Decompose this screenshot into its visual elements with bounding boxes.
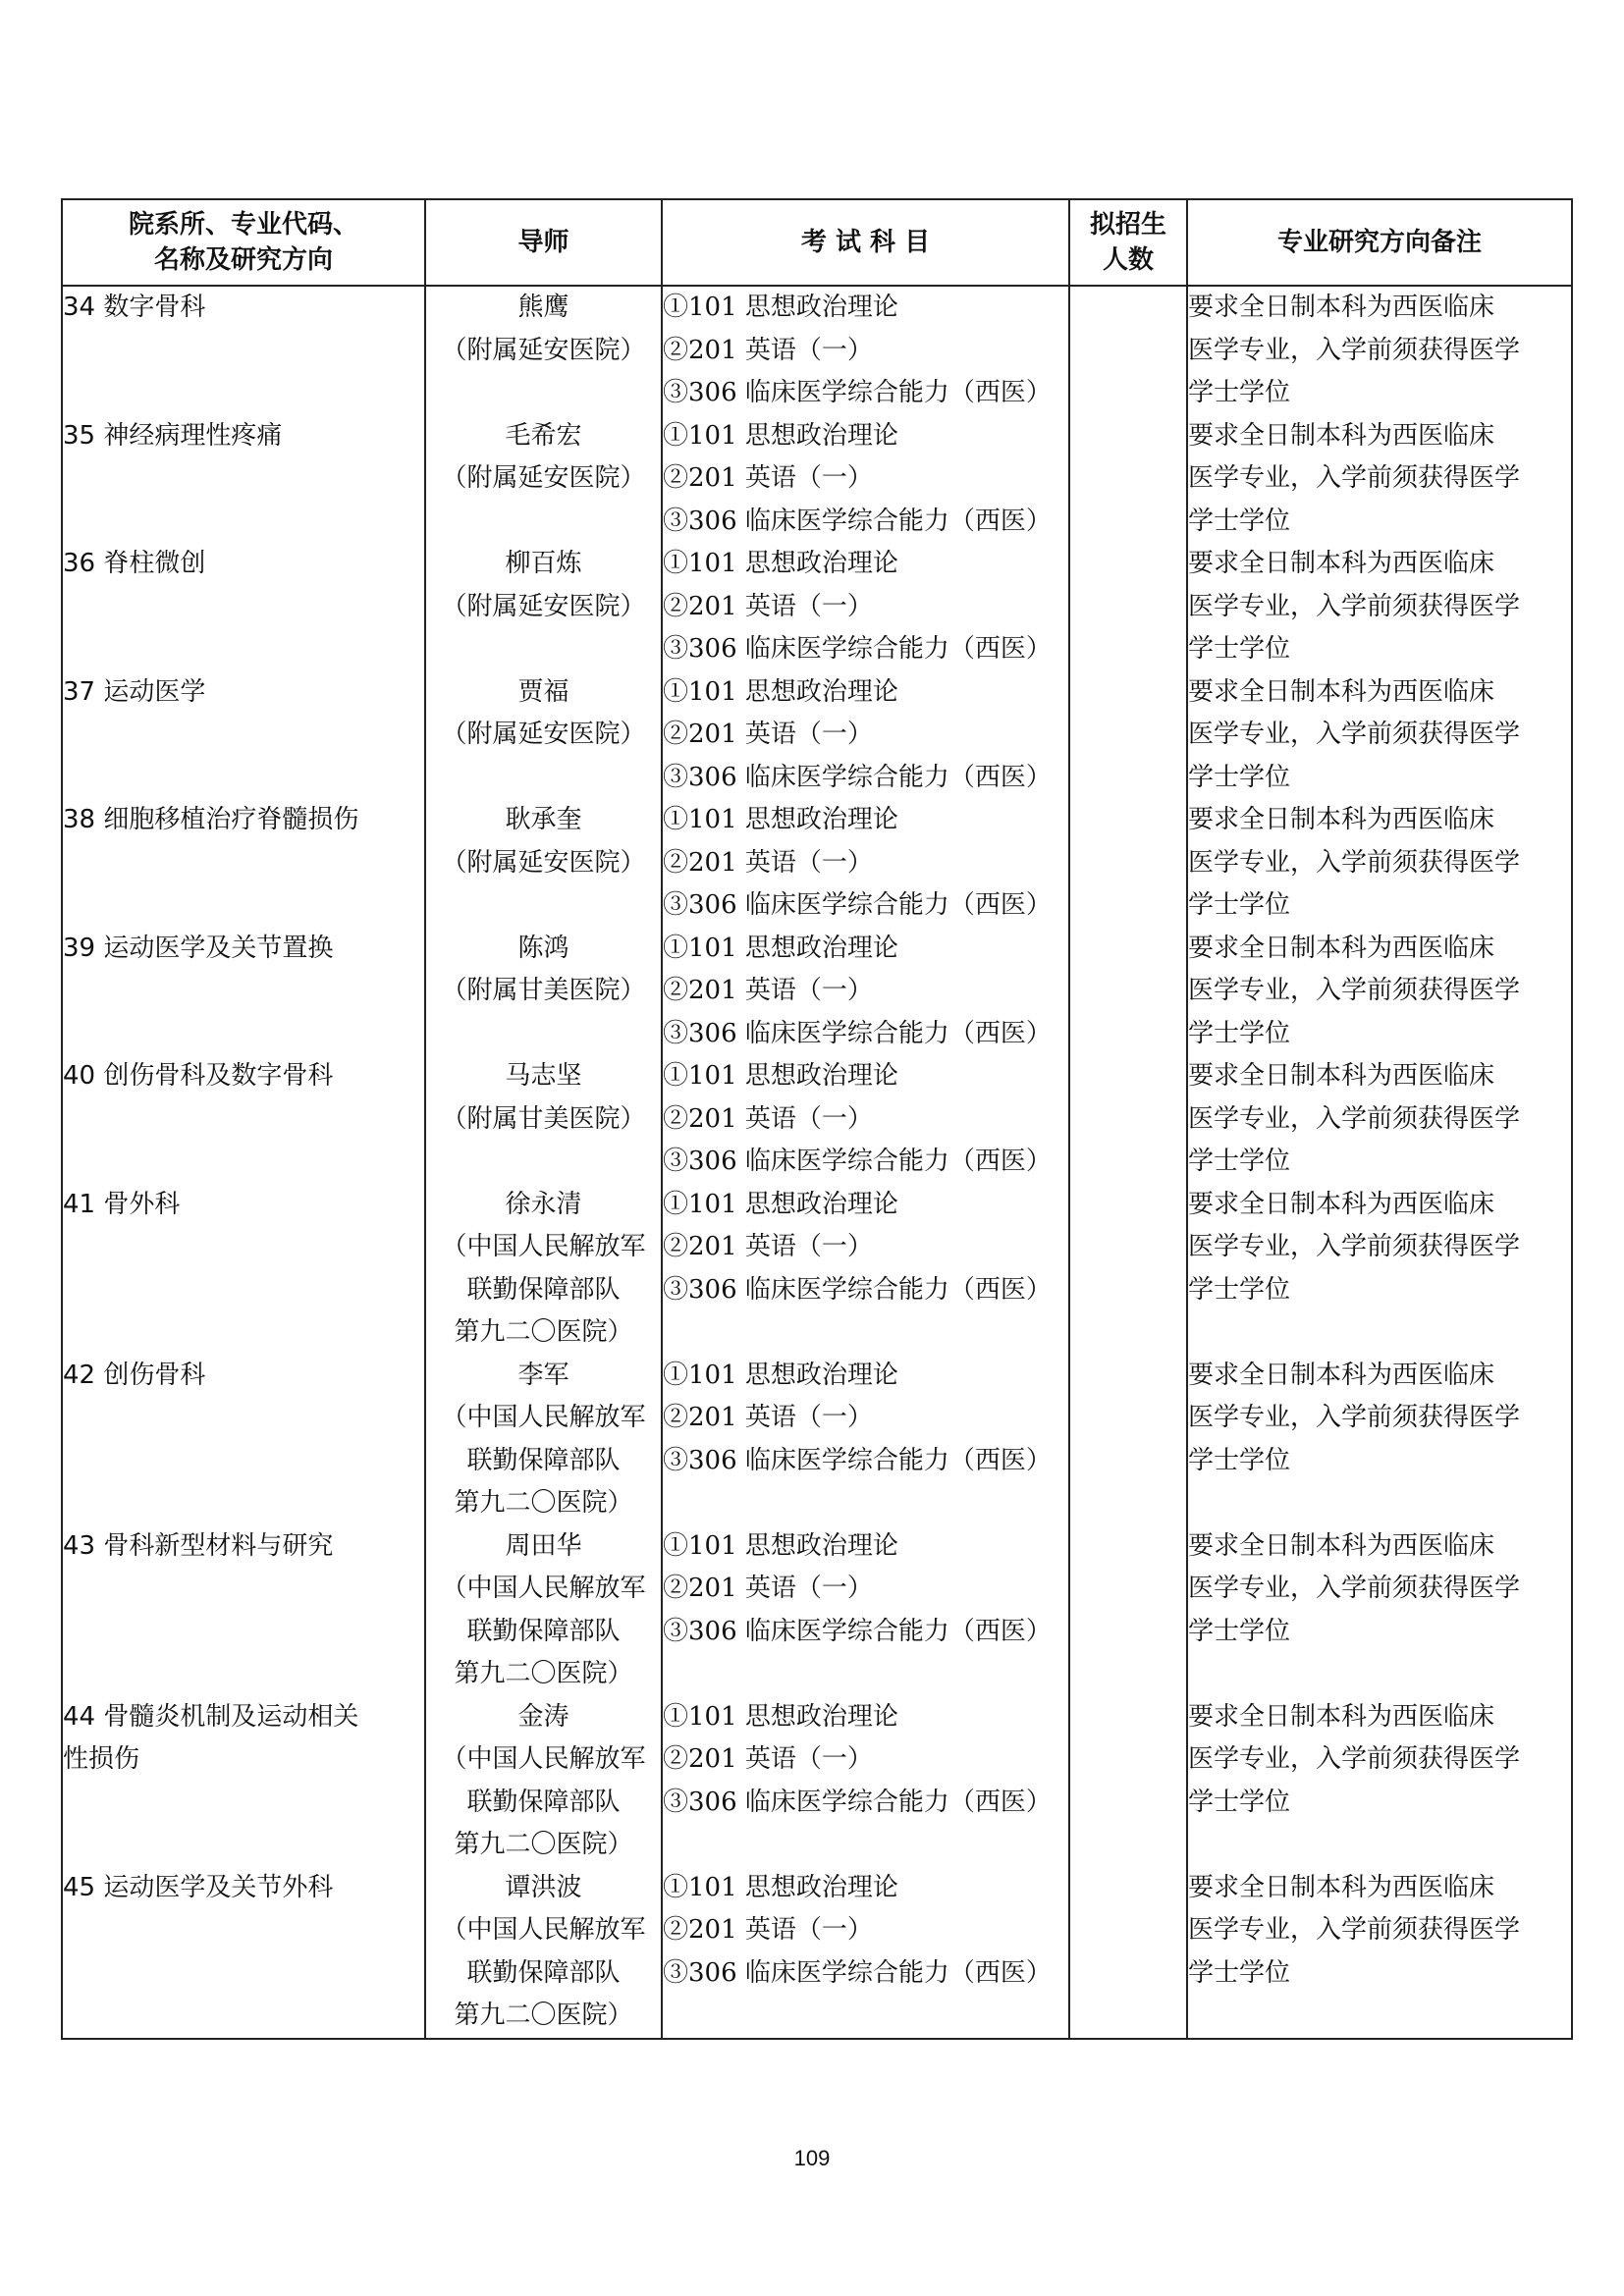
quota-cell (1069, 1525, 1187, 1696)
tutor-cell (425, 928, 662, 1056)
tutor-affiliation: （附属甘美医院） (441, 976, 646, 1005)
tutor-affiliation: （附属延安医院） (441, 335, 646, 365)
note-line: 要求全日制本科为西医临床 (1188, 293, 1495, 322)
tutor-affiliation: 联勤保障部队 (466, 1445, 621, 1475)
note-line: 医学专业，入学前须获得医学 (1188, 1574, 1521, 1603)
direction-cell (62, 928, 425, 1056)
direction-text: 骨科新型材料与研究 (103, 1530, 334, 1561)
table-row (62, 543, 1572, 671)
quota-cell (1069, 1355, 1187, 1525)
direction-line (63, 1184, 424, 1227)
direction-text: 性损伤 (63, 1744, 140, 1774)
tutor-affiliation: 第九二〇医院） (454, 1830, 633, 1859)
table-row (62, 928, 1572, 1056)
table-row (62, 415, 1572, 544)
direction-line (63, 928, 424, 971)
exam-subject: ②201 英语（一） (663, 720, 873, 749)
direction-cell (62, 286, 425, 415)
direction-number: 38 (63, 805, 96, 834)
tutor-cell (425, 799, 662, 928)
direction-text: 骨髓炎机制及运动相关 (103, 1701, 359, 1732)
direction-cell (62, 1867, 425, 2039)
exam-subject: ③306 临床医学综合能力（西医） (663, 1957, 1052, 1988)
exam-subject: ①101 思想政治理论 (663, 676, 898, 707)
tutor-affiliation: 联勤保障部队 (466, 1957, 621, 1988)
note-cell (1187, 543, 1572, 671)
tutor-affiliation: （附属延安医院） (441, 720, 646, 749)
header-quota-line: 人数 (1102, 245, 1154, 275)
tutor-affiliation: （中国人民解放军 (441, 1915, 646, 1945)
note-line: 要求全日制本科为西医临床 (1188, 805, 1495, 834)
exam-subject: ①101 思想政治理论 (663, 933, 898, 963)
tutor-affiliation: （中国人民解放军 (441, 1232, 646, 1261)
tutor-affiliation: 联勤保障部队 (466, 1274, 621, 1305)
exam-subject: ①101 思想政治理论 (663, 293, 898, 322)
header-tutor: 导师 (425, 199, 662, 286)
exam-subject: ③306 临床医学综合能力（西医） (663, 634, 1052, 664)
note-line: 医学专业，入学前须获得医学 (1188, 335, 1521, 365)
quota-cell (1069, 799, 1187, 928)
note-line: 要求全日制本科为西医临床 (1188, 1530, 1495, 1561)
tutor-name: 毛希宏 (505, 420, 582, 451)
exam-subject: ②201 英语（一） (663, 1915, 873, 1945)
quota-cell (1069, 415, 1187, 544)
direction-text: 运动医学及关节置换 (103, 933, 334, 963)
direction-cell (62, 1525, 425, 1696)
direction-number: 36 (63, 549, 96, 578)
note-line: 医学专业，入学前须获得医学 (1188, 847, 1521, 878)
exam-subject: ②201 英语（一） (663, 1403, 873, 1432)
note-line: 学士学位 (1188, 890, 1291, 920)
tutor-cell (425, 543, 662, 671)
direction-number: 42 (63, 1360, 96, 1390)
tutor-cell (425, 1696, 662, 1867)
exam-subject: ③306 临床医学综合能力（西医） (663, 506, 1052, 536)
direction-cell (62, 543, 425, 671)
exam-cell (662, 1355, 1069, 1525)
tutor-affiliation: 第九二〇医院） (454, 2001, 633, 2030)
exam-subject: ②201 英语（一） (663, 1232, 873, 1261)
note-cell (1187, 799, 1572, 928)
note-line: 要求全日制本科为西医临床 (1188, 1872, 1495, 1902)
tutor-name: 陈鸿 (517, 933, 569, 963)
note-cell (1187, 415, 1572, 544)
note-line: 学士学位 (1188, 506, 1291, 536)
direction-text: 运动医学及关节外科 (103, 1872, 334, 1902)
exam-subject: ③306 临床医学综合能力（西医） (663, 1147, 1052, 1176)
header-notes: 专业研究方向备注 (1187, 199, 1572, 286)
direction-number: 44 (63, 1701, 96, 1732)
note-cell (1187, 1355, 1572, 1525)
note-line: 学士学位 (1188, 1616, 1291, 1646)
quota-cell (1069, 1184, 1187, 1355)
note-cell (1187, 1867, 1572, 2039)
exam-subject: ③306 临床医学综合能力（西医） (663, 1274, 1052, 1305)
exam-cell (662, 1184, 1069, 1355)
note-cell (1187, 928, 1572, 1056)
exam-subject: ①101 思想政治理论 (663, 1360, 898, 1390)
direction-number: 37 (63, 676, 96, 707)
direction-number: 40 (63, 1061, 96, 1091)
tutor-affiliation: 联勤保障部队 (466, 1616, 621, 1646)
note-line: 医学专业，入学前须获得医学 (1188, 976, 1521, 1005)
direction-line (63, 1696, 424, 1739)
table-row (62, 1696, 1572, 1867)
tutor-name: 耿承奎 (505, 805, 582, 834)
note-line: 要求全日制本科为西医临床 (1188, 420, 1495, 451)
direction-line (63, 1738, 424, 1782)
note-cell (1187, 671, 1572, 800)
direction-cell (62, 1184, 425, 1355)
direction-text: 细胞移植治疗脊髓损伤 (103, 805, 359, 834)
tutor-cell (425, 1355, 662, 1525)
direction-line (63, 1355, 424, 1398)
note-line: 学士学位 (1188, 1147, 1291, 1176)
exam-subject: ③306 临床医学综合能力（西医） (663, 762, 1052, 792)
exam-subject: ②201 英语（一） (663, 1744, 873, 1774)
tutor-name: 金涛 (517, 1701, 569, 1732)
exam-subject: ①101 思想政治理论 (663, 549, 898, 578)
direction-cell (62, 799, 425, 928)
exam-subject: ①101 思想政治理论 (663, 420, 898, 451)
note-line: 医学专业，入学前须获得医学 (1188, 1232, 1521, 1261)
direction-cell (62, 1696, 425, 1867)
exam-subject: ①101 思想政治理论 (663, 1872, 898, 1902)
tutor-name: 李军 (517, 1360, 569, 1390)
note-line: 医学专业，入学前须获得医学 (1188, 1744, 1521, 1774)
direction-number: 41 (63, 1189, 96, 1219)
note-line: 要求全日制本科为西医临床 (1188, 676, 1495, 707)
tutor-affiliation: （中国人民解放军 (441, 1574, 646, 1603)
tutor-affiliation: 第九二〇医院） (454, 1659, 633, 1688)
note-line: 医学专业，入学前须获得医学 (1188, 591, 1521, 621)
exam-cell (662, 1055, 1069, 1184)
direction-line (63, 671, 424, 715)
direction-text: 脊柱微创 (103, 549, 206, 578)
quota-cell (1069, 671, 1187, 800)
tutor-cell (425, 415, 662, 544)
header-direction-line: 名称及研究方向 (153, 245, 333, 275)
exam-subject: ③306 临床医学综合能力（西医） (663, 378, 1052, 407)
tutor-name: 贾福 (517, 676, 569, 707)
exam-cell (662, 1525, 1069, 1696)
direction-line (63, 415, 424, 458)
direction-text: 数字骨科 (103, 293, 206, 322)
exam-subject: ②201 英语（一） (663, 591, 873, 621)
exam-cell (662, 1696, 1069, 1867)
direction-line (63, 543, 424, 586)
note-line: 学士学位 (1188, 1018, 1291, 1048)
header-direction-line: 院系所、专业代码、 (128, 210, 358, 240)
direction-line (63, 287, 424, 330)
quota-cell (1069, 1867, 1187, 2039)
note-line: 要求全日制本科为西医临床 (1188, 1701, 1495, 1732)
header-row (62, 199, 1572, 286)
note-line: 学士学位 (1188, 1445, 1291, 1475)
note-line: 医学专业，入学前须获得医学 (1188, 1915, 1521, 1945)
tutor-affiliation: （附属延安医院） (441, 591, 646, 621)
note-line: 要求全日制本科为西医临床 (1188, 1360, 1495, 1390)
tutor-name: 徐永清 (505, 1189, 582, 1219)
tutor-affiliation: （附属甘美医院） (441, 1103, 646, 1134)
direction-number: 39 (63, 933, 96, 963)
tutor-cell (425, 1867, 662, 2039)
direction-text: 创伤骨科及数字骨科 (103, 1061, 334, 1091)
exam-subject: ①101 思想政治理论 (663, 805, 898, 834)
note-cell (1187, 1696, 1572, 1867)
direction-line (63, 1525, 424, 1569)
exam-subject: ②201 英语（一） (663, 335, 873, 365)
exam-subject: ②201 英语（一） (663, 1574, 873, 1603)
table-row (62, 1525, 1572, 1696)
note-line: 要求全日制本科为西医临床 (1188, 933, 1495, 963)
note-cell (1187, 286, 1572, 415)
tutor-cell (425, 286, 662, 415)
direction-line (63, 1867, 424, 1910)
exam-subject: ③306 临床医学综合能力（西医） (663, 1787, 1052, 1817)
direction-cell (62, 415, 425, 544)
tutor-affiliation: 第九二〇医院） (454, 1317, 633, 1347)
direction-number: 43 (63, 1530, 96, 1561)
note-line: 要求全日制本科为西医临床 (1188, 549, 1495, 578)
note-line: 医学专业，入学前须获得医学 (1188, 1403, 1521, 1432)
note-cell (1187, 1055, 1572, 1184)
note-line: 医学专业，入学前须获得医学 (1188, 720, 1521, 749)
tutor-affiliation: 联勤保障部队 (466, 1787, 621, 1817)
note-line: 学士学位 (1188, 762, 1291, 792)
quota-cell (1069, 1055, 1187, 1184)
note-cell (1187, 1184, 1572, 1355)
note-cell (1187, 1525, 1572, 1696)
tutor-name: 谭洪波 (505, 1872, 582, 1902)
page-number: 109 (793, 2146, 831, 2170)
note-line: 医学专业，入学前须获得医学 (1188, 463, 1521, 493)
header-quota-line: 拟招生 (1089, 210, 1166, 240)
note-line: 医学专业，入学前须获得医学 (1188, 1103, 1521, 1134)
exam-subject: ③306 临床医学综合能力（西医） (663, 1616, 1052, 1646)
quota-cell (1069, 928, 1187, 1056)
tutor-name: 周田华 (505, 1530, 582, 1561)
direction-text: 神经病理性疼痛 (103, 420, 283, 451)
exam-cell (662, 1867, 1069, 2039)
tutor-affiliation: （附属延安医院） (441, 847, 646, 878)
quota-cell (1069, 286, 1187, 415)
exam-subject: ③306 临床医学综合能力（西医） (663, 1445, 1052, 1475)
exam-subject: ①101 思想政治理论 (663, 1061, 898, 1091)
direction-cell (62, 1055, 425, 1184)
note-line: 要求全日制本科为西医临床 (1188, 1061, 1495, 1091)
direction-text: 骨外科 (103, 1189, 181, 1219)
exam-cell (662, 928, 1069, 1056)
direction-line (63, 799, 424, 842)
exam-subject: ①101 思想政治理论 (663, 1701, 898, 1732)
exam-subject: ②201 英语（一） (663, 847, 873, 878)
exam-subject: ②201 英语（一） (663, 1103, 873, 1134)
tutor-name: 柳百炼 (505, 549, 582, 578)
header-exam: 考 试 科 目 (662, 199, 1069, 286)
tutor-name: 马志坚 (505, 1061, 582, 1091)
admissions-table (61, 198, 1573, 2040)
direction-cell (62, 671, 425, 800)
exam-subject: ①101 思想政治理论 (663, 1189, 898, 1219)
tutor-cell (425, 1525, 662, 1696)
exam-subject: ①101 思想政治理论 (663, 1530, 898, 1561)
table-row (62, 799, 1572, 928)
tutor-cell (425, 671, 662, 800)
tutor-cell (425, 1184, 662, 1355)
exam-subject: ②201 英语（一） (663, 976, 873, 1005)
exam-cell (662, 415, 1069, 544)
header-direction (62, 199, 425, 286)
exam-cell (662, 543, 1069, 671)
exam-subject: ③306 临床医学综合能力（西医） (663, 1018, 1052, 1048)
direction-text: 运动医学 (103, 676, 206, 707)
tutor-affiliation: （中国人民解放军 (441, 1403, 646, 1432)
tutor-affiliation: （中国人民解放军 (441, 1744, 646, 1774)
table-row (62, 286, 1572, 415)
exam-cell (662, 799, 1069, 928)
header-quota (1069, 199, 1187, 286)
note-line: 学士学位 (1188, 634, 1291, 664)
tutor-affiliation: （附属延安医院） (441, 463, 646, 493)
direction-line (63, 1055, 424, 1098)
note-line: 要求全日制本科为西医临床 (1188, 1189, 1495, 1219)
tutor-cell (425, 1055, 662, 1184)
exam-subject: ②201 英语（一） (663, 463, 873, 493)
tutor-name: 熊鹰 (517, 293, 569, 322)
quota-cell (1069, 1696, 1187, 1867)
note-line: 学士学位 (1188, 378, 1291, 407)
exam-cell (662, 671, 1069, 800)
note-line: 学士学位 (1188, 1274, 1291, 1305)
quota-cell (1069, 543, 1187, 671)
direction-number: 45 (63, 1872, 96, 1902)
note-line: 学士学位 (1188, 1957, 1291, 1988)
table-row (62, 1184, 1572, 1355)
tutor-affiliation: 第九二〇医院） (454, 1488, 633, 1518)
table-row (62, 671, 1572, 800)
table-row (62, 1355, 1572, 1525)
direction-text: 创伤骨科 (103, 1360, 206, 1390)
table-row (62, 1055, 1572, 1184)
exam-cell (662, 286, 1069, 415)
direction-number: 34 (63, 293, 96, 322)
note-line: 学士学位 (1188, 1787, 1291, 1817)
exam-subject: ③306 临床医学综合能力（西医） (663, 890, 1052, 920)
direction-cell (62, 1355, 425, 1525)
direction-number: 35 (63, 420, 96, 451)
table-row (62, 1867, 1572, 2039)
